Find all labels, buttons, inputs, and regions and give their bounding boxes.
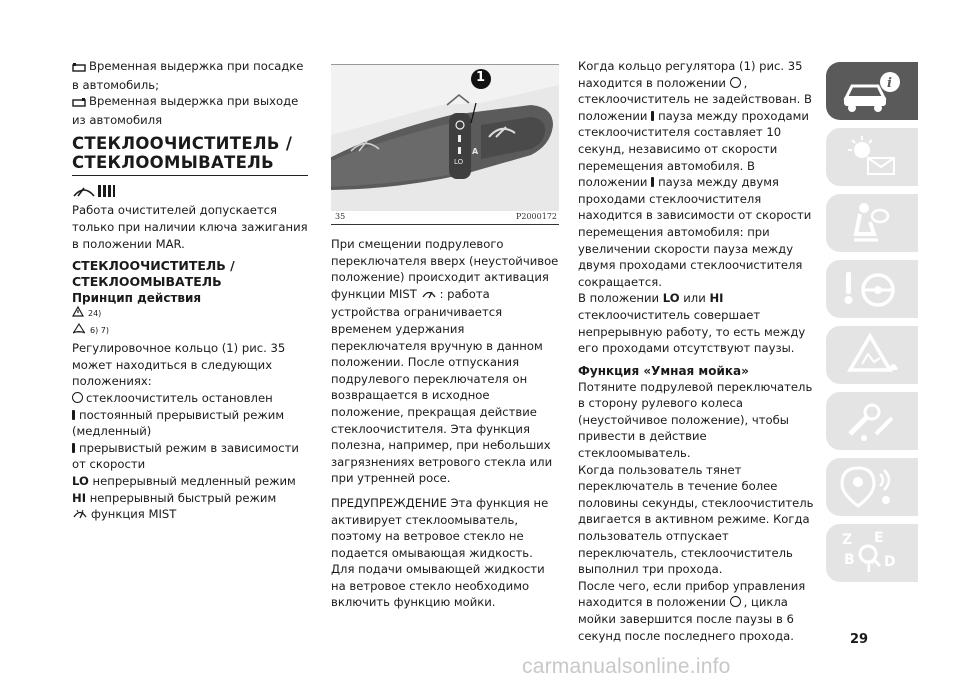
svg-text:T: T bbox=[864, 560, 874, 576]
mist-text-cont: : работа устройства ограничивается временем удержания переключателя вручную в данном положении. После отпускания подрулевого переключателя он возвращается в исходное положение, прекращая действие стеклоочистителя. Эта функция полезна, например, при небольших загрязнениях ветрового стекла или при утренней росе. bbox=[331, 286, 553, 486]
figure-caption bbox=[331, 212, 559, 224]
position-off bbox=[72, 390, 308, 407]
ring-text: пауза между двумя проходами стеклоочистителя находится в зависимости от скорости перемещения автомобиля: при увеличении скорости пауза между двумя проходами стеклоочистителя сокращается. bbox=[578, 175, 812, 289]
seat-airbag-icon bbox=[840, 200, 904, 246]
figure-rule bbox=[331, 224, 559, 225]
position-text: стеклоочиститель остановлен bbox=[86, 390, 273, 405]
callout-label: 1 bbox=[476, 70, 486, 85]
tab-car-info[interactable] bbox=[826, 62, 918, 120]
svg-text:i: i bbox=[887, 76, 892, 91]
watermark: carmanualsonline.info bbox=[522, 655, 731, 678]
interval-bar-icon bbox=[651, 111, 654, 121]
svg-text:D: D bbox=[884, 554, 896, 570]
position-speed bbox=[72, 440, 308, 473]
interval-bar-icon bbox=[651, 177, 654, 187]
tab-index[interactable] bbox=[826, 524, 918, 582]
interval-bar-icon bbox=[72, 443, 75, 453]
svg-text:E: E bbox=[874, 530, 884, 546]
figure-code: P2000172 bbox=[515, 212, 557, 221]
position-mist bbox=[72, 506, 308, 525]
warning-ref: 24) bbox=[88, 309, 102, 319]
warning-paragraph: ПРЕДУПРЕЖДЕНИЕ Эта функция не активирует стеклоомыватель, поэтому на ветровое стекло не подается омывающая жидкость. Для подачи омывающей жидкости на ветровое стекло необходимо включить функцию мойки. bbox=[331, 495, 549, 610]
middle-column bbox=[331, 236, 559, 611]
position-text: непрерывный медленный режим bbox=[92, 473, 296, 488]
caution-ref: 6) 7) bbox=[90, 326, 109, 336]
index-letters-icon bbox=[840, 530, 904, 576]
smart-wash-text: , цикла мойки завершится после паузы в 6 секунд после последнего прохода. bbox=[578, 595, 794, 643]
position-text: постоянный прерывистый режим (медленный) bbox=[72, 407, 285, 439]
page-number: 29 bbox=[850, 632, 869, 647]
warning-triangle-icon bbox=[72, 307, 84, 320]
section-heading: СТЕКЛООЧИСТИТЕЛЬ / СТЕКЛООМЫВАТЕЛЬ bbox=[72, 134, 308, 176]
lo-label: LO bbox=[662, 291, 680, 306]
position-text: непрерывный быстрый режим bbox=[89, 490, 277, 505]
off-circle-icon bbox=[730, 596, 741, 607]
tab-service[interactable] bbox=[826, 392, 918, 450]
interval-bar-icon bbox=[72, 410, 75, 420]
mist-wiper-icon bbox=[72, 508, 88, 525]
ring-text: , стеклоочиститель не задействован. В положении bbox=[578, 75, 812, 123]
or-text: или bbox=[683, 291, 706, 306]
lo-hi-text: В положении bbox=[578, 291, 660, 306]
bullet-text: Временная выдержка при посадке в автомобиль; bbox=[72, 59, 304, 92]
door-open-icon bbox=[72, 60, 86, 77]
door-close-icon bbox=[72, 95, 86, 112]
right-column bbox=[578, 58, 816, 644]
multimedia-icon bbox=[840, 464, 904, 510]
lo-label: LO bbox=[72, 473, 89, 488]
warning-ref-row bbox=[72, 306, 308, 323]
tab-multimedia[interactable] bbox=[826, 458, 918, 516]
tab-warning[interactable] bbox=[826, 326, 918, 384]
caution-ref-row bbox=[72, 323, 308, 340]
smart-wash-p3 bbox=[578, 578, 816, 644]
tab-steering[interactable] bbox=[826, 260, 918, 318]
wiper-lever-figure bbox=[331, 64, 559, 211]
smart-wash-heading: Функция «Умная мойка» bbox=[578, 363, 749, 378]
smart-wash-p1: Потяните подрулевой переключатель в сторону рулевого колеса (неустойчивое положение), чтобы привести в действие стеклоомыватель. bbox=[578, 379, 813, 461]
principle-heading: Принцип действия bbox=[72, 291, 202, 306]
position-text: прерывистый режим в зависимости от скорости bbox=[72, 440, 299, 472]
bullet-exit bbox=[72, 93, 308, 128]
lo-hi-text: стеклоочиститель совершает непрерывную работу, то есть между его проходами отсутствуют паузы. bbox=[578, 307, 806, 356]
positions-intro: Регулировочное кольцо (1) рис. 35 может находиться в следующих положениях: bbox=[72, 341, 286, 389]
car-info-icon bbox=[840, 68, 904, 114]
ring-paragraph bbox=[578, 58, 816, 290]
lever-illustration bbox=[331, 65, 559, 211]
position-slow bbox=[72, 407, 308, 440]
figure-number: 35 bbox=[335, 212, 346, 221]
lever-label-a: A bbox=[472, 147, 479, 156]
tab-lights-mail[interactable] bbox=[826, 128, 918, 186]
position-hi bbox=[72, 490, 308, 507]
position-lo bbox=[72, 473, 308, 490]
warning-triangle-icon bbox=[840, 332, 904, 378]
svg-text:B: B bbox=[844, 552, 855, 568]
wiper-key-icon bbox=[72, 182, 308, 202]
mist-text: При смещении подрулевого переключателя вверх (неустойчивое положение) происходит активация функции MIST bbox=[331, 237, 559, 301]
mist-wiper-icon bbox=[421, 288, 437, 305]
off-circle-icon bbox=[730, 77, 741, 88]
wrench-tools-icon bbox=[840, 398, 904, 444]
hi-label: HI bbox=[709, 291, 724, 306]
position-text: функция MIST bbox=[91, 507, 177, 522]
bullet-entry bbox=[72, 58, 308, 93]
ring-text: Когда кольцо регулятора (1) рис. 35 находится в положении bbox=[578, 59, 803, 90]
steering-icon bbox=[840, 266, 904, 312]
intro-text: Работа очистителей допускается только при наличии ключа зажигания в положении MAR. bbox=[72, 203, 308, 251]
subsection-heading: СТЕКЛООЧИСТИТЕЛЬ / СТЕКЛООМЫВАТЕЛЬ bbox=[72, 258, 235, 290]
bullet-text: Временная выдержка при выходе из автомобиля bbox=[72, 94, 299, 127]
lo-hi-paragraph bbox=[578, 290, 816, 356]
off-circle-icon bbox=[72, 392, 83, 403]
lever-label-lo: LO bbox=[454, 158, 464, 166]
smart-wash-text: После чего, если прибор управления находится в положении bbox=[578, 578, 806, 610]
smart-wash-p2: Когда пользователь тянет переключатель в течение более половины секунды, стеклоочиститель двигается в активном режиме. Когда пользователь отпускает переключатель, стеклоочиститель выполнил три прохода. bbox=[578, 462, 814, 577]
caution-icon bbox=[72, 324, 86, 337]
hi-label: HI bbox=[72, 490, 87, 505]
ring-text: пауза между проходами стеклоочистителя составляет 10 секунд, независимо от скорости перемещения автомобиля. В положении bbox=[578, 108, 809, 190]
tab-seat-airbag[interactable] bbox=[826, 194, 918, 252]
left-column bbox=[72, 58, 308, 525]
svg-text:Z: Z bbox=[842, 532, 853, 548]
mist-paragraph bbox=[331, 236, 559, 487]
lights-mail-icon bbox=[840, 134, 904, 180]
